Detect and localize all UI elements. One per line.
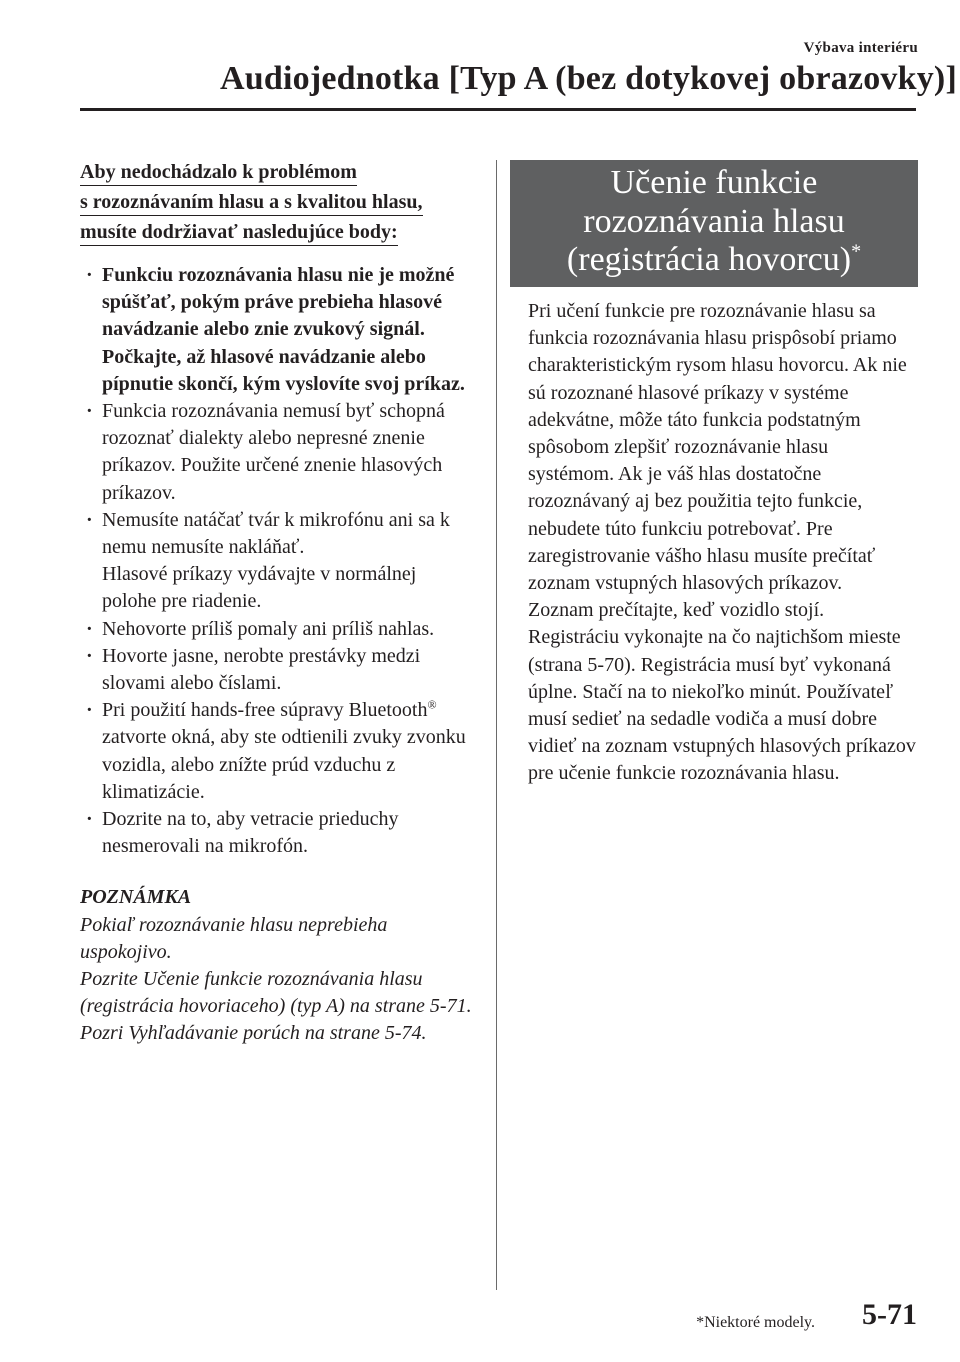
list-item-text: Funkciu rozoznávania hlasu nie je možné spúšťať, pokým práve prebieha hlasové navádzanie alebo znie zvukový signál. Počkajte, až hlasové navádzanie alebo pípnutie skončí, kým vyslovíte svoj príkaz. <box>102 264 465 395</box>
paragraph: Zoznam prečítajte, keď vozidlo stojí. Registráciu vykonajte na čo najtichšom mieste (strana 5-70). Registrácia musí byť vykonaná úplne. Stačí na to niekoľko minút. Používateľ musí sedieť na sedadle vodiča a musí dobre vidieť na zoznam vstupných hlasových príkazov pre učenie funkcie rozoznávania hlasu. <box>528 599 916 785</box>
bullet-dot: · <box>86 508 93 531</box>
note-line: Pozri Vyhľadávanie porúch na strane 5-74. <box>80 1022 427 1045</box>
bullet-dot: · <box>86 264 93 286</box>
note-line: Pokiaľ rozoznávanie hlasu neprebieha uspokojivo. <box>80 913 388 963</box>
list-item-text: Nemusíte natáčať tvár k mikrofónu ani sa k nemu nemusíte nakláňať. <box>102 508 450 559</box>
bullet-dot: · <box>86 617 93 640</box>
list-item <box>80 806 475 860</box>
section-title-line: (registrácia hovorcu) <box>566 241 852 278</box>
paragraph: Pri učení funkcie pre rozoznávanie hlasu sa funkcia rozoznávania hlasu prispôsobí priamo charakteristickým rysom hlasu hovorcu. Ak nie sú rozoznané hlasové príkazy v systéme adekvátne, môže táto funkcia podstatným spôsobom zlepšiť rozoznávanie hlasu systémom. Ak je váš hlas dostatočne rozoznávaný aj bez použitia tejto funkcie, nebudete túto funkciu potrebovať. Pre zaregistrovanie vášho hlasu musíte prečítať zoznam vstupných hlasových príkazov. <box>528 300 907 595</box>
tips-list <box>80 262 475 860</box>
list-item-text: zatvorte okná, aby ste odtienili zvuky zvonku vozidla, alebo znížte prúd vzduchu z klimatizácie. <box>102 726 466 803</box>
bullet-dot: · <box>86 644 93 667</box>
list-item-text: Hovorte jasne, nerobte prestávky medzi slovami alebo číslami. <box>102 644 421 695</box>
footnote-marker: * <box>851 240 862 263</box>
section-title-box <box>510 160 918 287</box>
list-item <box>80 262 475 398</box>
list-item-text: Funkcia rozoznávania nemusí byť schopná rozoznať dialekty alebo nepresné znenie príkazov. Použite určené znenie hlasových príkazov. <box>102 400 445 504</box>
body-text <box>510 298 918 788</box>
section-title-line: Učenie funkcie <box>610 164 818 201</box>
section-title-line: rozoznávania hlasu <box>583 202 845 240</box>
list-item <box>80 643 475 697</box>
list-item-text: Pri použití hands-free súpravy Bluetooth <box>102 699 428 722</box>
bullet-dot: · <box>86 699 93 722</box>
registered-mark: ® <box>427 697 437 712</box>
note-line: Pozrite Učenie funkcie rozoznávania hlasu (registrácia hovoriaceho) (typ A) na strane 5-71. <box>80 968 472 1018</box>
section-label: Výbava interiéru <box>803 40 918 56</box>
footnote: *Niektoré modely. <box>696 1314 815 1331</box>
list-item <box>80 507 475 616</box>
tips-heading-line: Aby nedochádzalo k problémom <box>80 160 357 186</box>
title-divider <box>80 108 916 111</box>
right-column <box>510 160 918 788</box>
list-item-text: Dozrite na to, aby vetracie prieduchy nesmerovali na mikrofón. <box>102 808 399 858</box>
list-item <box>80 697 475 806</box>
list-item <box>80 398 475 507</box>
list-item <box>80 616 475 643</box>
tips-heading-line: musíte dodržiavať nasledujúce body: <box>80 220 398 246</box>
list-item-text: Nehovorte príliš pomaly ani príliš nahlas. <box>102 617 435 640</box>
tips-heading <box>80 160 475 246</box>
bullet-dot: · <box>86 808 93 831</box>
page-title: Audiojednotka [Typ A (bez dotykovej obrazovky)] <box>220 60 957 97</box>
column-divider <box>496 160 497 1290</box>
bullet-dot: · <box>86 400 93 423</box>
tips-heading-line: s rozoznávaním hlasu a s kvalitou hlasu, <box>80 190 423 216</box>
page-number: 5-71 <box>862 1298 917 1331</box>
note-title: POZNÁMKA <box>80 886 192 909</box>
list-item-extra: Hlasové príkazy vydávajte v normálnej polohe pre riadenie. <box>102 563 417 613</box>
note-block <box>80 884 475 1047</box>
left-column <box>80 160 475 1048</box>
